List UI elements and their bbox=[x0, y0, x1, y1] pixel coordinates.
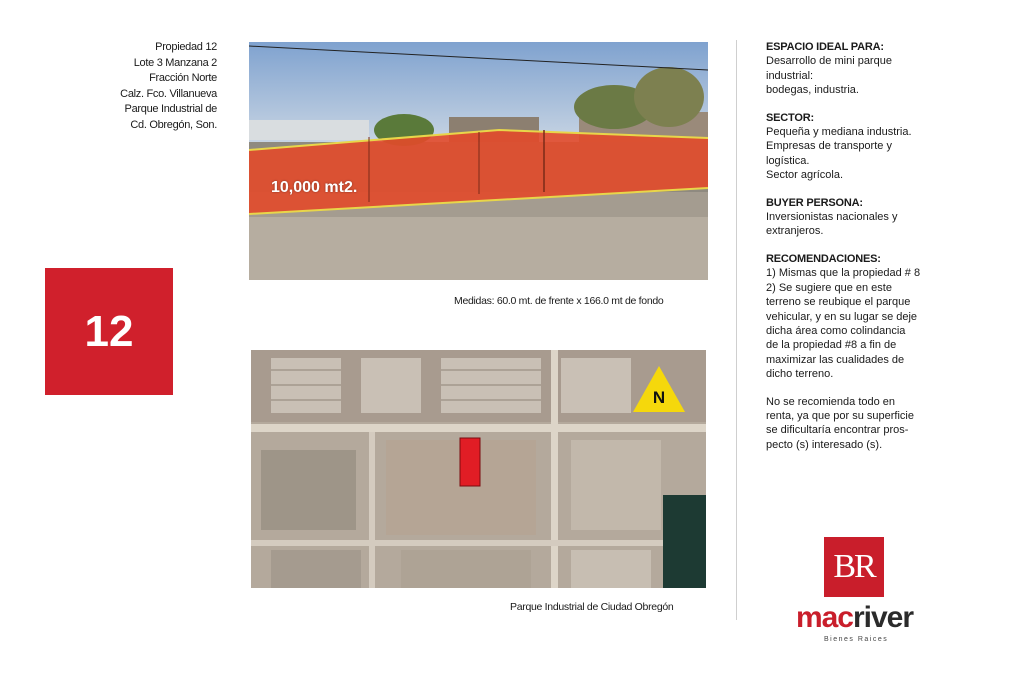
address-line: Propiedad 12 bbox=[155, 41, 217, 53]
section-ideal-space bbox=[766, 40, 966, 98]
property-number-badge bbox=[45, 268, 173, 395]
address-line: Fracción Norte bbox=[149, 72, 217, 84]
section-sector bbox=[766, 111, 966, 183]
section-line: No se recomienda todo en bbox=[766, 395, 896, 408]
section-line: pecto (s) interesado (s). bbox=[766, 438, 883, 451]
address-line: Calz. Fco. Villanueva bbox=[120, 87, 217, 100]
section-line: bodegas, industria. bbox=[766, 84, 859, 97]
property-photo bbox=[249, 42, 708, 280]
section-line: se dificultaría encontrar pros- bbox=[766, 424, 909, 437]
section-title: SECTOR: bbox=[766, 111, 814, 124]
north-indicator bbox=[633, 366, 685, 412]
aerial-map bbox=[251, 350, 706, 588]
section-title: ESPACIO IDEAL PARA: bbox=[766, 41, 884, 53]
section-line: 1) Mismas que la propiedad # 8 bbox=[766, 267, 921, 280]
section-line: 2) Se sugiere que en este bbox=[766, 281, 892, 294]
logo-monogram: BR bbox=[824, 537, 884, 597]
column-divider bbox=[736, 40, 737, 620]
section-line: dicho terreno. bbox=[766, 368, 834, 381]
section-line: Desarrollo de mini parque bbox=[766, 55, 892, 68]
section-recommendations bbox=[766, 252, 966, 382]
section-line: Sector agrícola. bbox=[766, 169, 844, 182]
address-line: Lote 3 Manzana 2 bbox=[133, 56, 217, 69]
section-title: BUYER PERSONA: bbox=[766, 196, 863, 209]
macriver-logo bbox=[782, 535, 927, 650]
lot-marker bbox=[460, 438, 480, 486]
section-line: industrial: bbox=[766, 69, 814, 82]
logo-word-river: river bbox=[852, 601, 914, 634]
logo-word-mac: mac bbox=[795, 601, 853, 634]
section-title: RECOMENDACIONES: bbox=[766, 252, 881, 265]
photo-scene bbox=[249, 42, 708, 280]
section-line: terreno se reubique el parque bbox=[766, 296, 911, 309]
photo-caption: Medidas: 60.0 mt. de frente x 166.0 mt de fondo bbox=[454, 295, 664, 307]
logo-wordmark bbox=[782, 601, 927, 635]
north-label: N bbox=[652, 388, 666, 407]
section-buyer-persona bbox=[766, 196, 966, 239]
section-line: maximizar las cualidades de bbox=[766, 353, 905, 366]
section-line: Inversionistas nacionales y bbox=[766, 211, 898, 224]
section-line: logística. bbox=[766, 154, 810, 167]
section-rent-note bbox=[766, 395, 966, 453]
logo-subtitle: Bienes Raices bbox=[824, 636, 889, 643]
section-line: dicha área como colindancia bbox=[766, 324, 906, 337]
section-line: Empresas de transporte y bbox=[766, 140, 892, 153]
section-line: Pequeña y mediana industria. bbox=[766, 126, 912, 139]
info-column bbox=[766, 40, 966, 465]
section-line: de la propiedad #8 a fin de bbox=[766, 339, 897, 352]
address-line: Cd. Obregón, Son. bbox=[130, 118, 217, 131]
property-address bbox=[60, 40, 217, 133]
section-line: vehicular, y en su lugar se deje bbox=[766, 310, 918, 323]
property-number: 12 bbox=[84, 306, 134, 356]
section-line: renta, ya que por su superficie bbox=[766, 409, 914, 422]
area-label: 10,000 mt2. bbox=[271, 179, 358, 196]
section-line: extranjeros. bbox=[766, 225, 824, 238]
map-caption: Parque Industrial de Ciudad Obregón bbox=[510, 601, 674, 613]
address-line: Parque Industrial de bbox=[124, 103, 217, 115]
